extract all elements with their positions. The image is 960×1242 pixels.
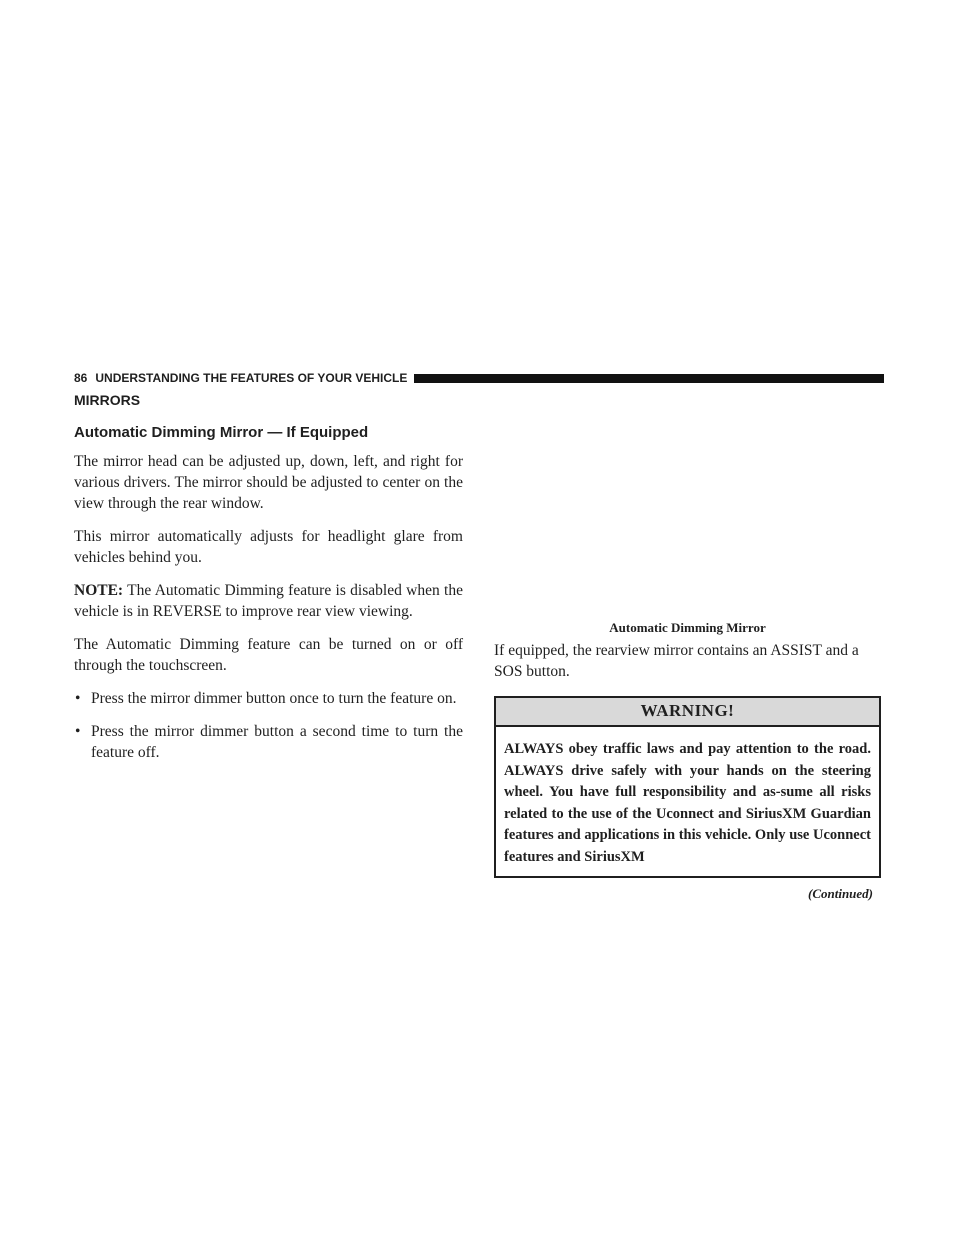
list-item [74,688,463,709]
bullet-text: Press the mirror dimmer button a second time to turn the feature off. [91,723,463,761]
warning-box [494,696,881,878]
warning-text: ALWAYS obey traffic laws and pay attention to the road. ALWAYS drive safely with your hands on the steering wheel. You have full responsibility and as-sume all risks related to the use of the Uconnect and SiriusXM Guardian features and applications in this vehicle. Only use Uconnect features and SiriusXM [504,741,871,865]
left-column [74,392,463,775]
note-text: The Automatic Dimming feature is disabled when the vehicle is in REVERSE to improve rear view viewing. [74,582,463,620]
section-title: MIRRORS [74,392,141,408]
note-paragraph [74,580,463,622]
paragraph-touchscreen: The Automatic Dimming feature can be turned on or off through the touchscreen. [74,636,463,674]
warning-title: WARNING! [496,698,879,727]
bullet-text: Press the mirror dimmer button once to turn the feature on. [91,690,457,707]
page-number: 86 [74,371,88,385]
paragraph-assist-sos: If equipped, the rearview mirror contains an ASSIST and a SOS button. [494,642,859,680]
paragraph-adjustment: The mirror head can be adjusted up, down, left, and right for various drivers. The mirror should be adjusted to center on the view through the rear window. [74,453,463,512]
right-column [494,392,881,902]
bullet-icon: • [75,723,81,740]
note-label: NOTE: [74,582,124,599]
list-item [74,721,463,763]
figure-caption: Automatic Dimming Mirror [609,620,766,635]
paragraph-glare: This mirror automatically adjusts for headlight glare from vehicles behind you. [74,528,463,566]
bullet-list [74,688,463,763]
subsection-title: Automatic Dimming Mirror — If Equipped [74,424,369,441]
page-header [74,371,884,385]
bullet-icon: • [75,690,81,707]
chapter-title: UNDERSTANDING THE FEATURES OF YOUR VEHICLE [95,371,408,385]
continued-label: (Continued) [807,886,873,901]
mirror-figure [494,392,881,620]
header-rule [414,374,884,383]
